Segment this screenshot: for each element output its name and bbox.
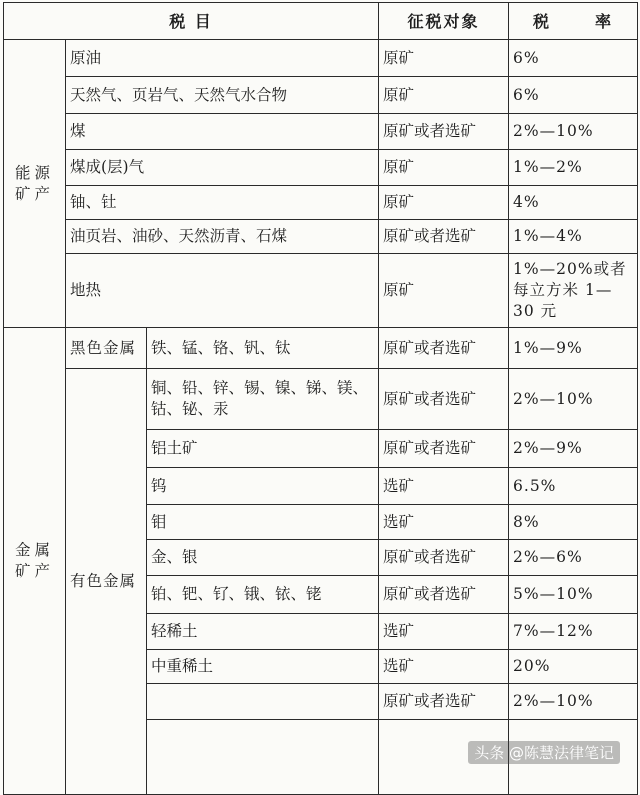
tax-rate: 1%—9% bbox=[509, 328, 638, 369]
tax-object: 原矿或者选矿 bbox=[379, 430, 509, 468]
tax-item: 天然气、页岩气、天然气水合物 bbox=[66, 77, 379, 114]
tax-object: 原矿或者选矿 bbox=[379, 540, 509, 576]
tax-object: 选矿 bbox=[379, 650, 509, 684]
header-tax-item: 税 目 bbox=[4, 3, 379, 40]
tax-rate: 20% bbox=[509, 650, 638, 684]
tax-rate: 8% bbox=[509, 505, 638, 540]
tax-item-line: 钴、铋、汞 bbox=[151, 400, 229, 418]
tax-item: 铝土矿 bbox=[147, 430, 379, 468]
tax-item bbox=[147, 369, 379, 430]
tax-object: 原矿 bbox=[379, 254, 509, 328]
category-energy-label-1: 能源 bbox=[14, 163, 54, 182]
resource-tax-table bbox=[3, 2, 638, 795]
tax-object: 原矿 bbox=[379, 150, 509, 186]
tax-object: 原矿或者选矿 bbox=[379, 684, 509, 720]
tax-rate: 2%—10% bbox=[509, 684, 638, 720]
tax-rate: 2%—10% bbox=[509, 114, 638, 150]
category-energy-minerals bbox=[4, 40, 66, 328]
table-row bbox=[4, 114, 638, 150]
table-row bbox=[4, 150, 638, 186]
subcategory-nonferrous-metals: 有色金属 bbox=[66, 369, 147, 795]
tax-object: 原矿或者选矿 bbox=[379, 114, 509, 150]
tax-item: 中重稀土 bbox=[147, 650, 379, 684]
tax-object: 原矿 bbox=[379, 77, 509, 114]
subcategory-ferrous-metals: 黑色金属 bbox=[66, 328, 147, 369]
tax-rate-line: 30 元 bbox=[513, 302, 558, 320]
tax-object: 选矿 bbox=[379, 505, 509, 540]
tax-object: 原矿 bbox=[379, 186, 509, 220]
source-watermark: 头条 @陈慧法律笔记 bbox=[468, 741, 620, 764]
category-metal-label-1: 金属 bbox=[14, 541, 54, 559]
tax-item: 铂、钯、钌、锇、铱、铑 bbox=[147, 576, 379, 614]
tax-item: 煤 bbox=[66, 114, 379, 150]
table-row bbox=[4, 254, 638, 328]
category-metal-label-2: 矿产 bbox=[14, 562, 54, 580]
tax-item: 轻稀土 bbox=[147, 614, 379, 650]
category-energy-label-2: 矿产 bbox=[14, 184, 54, 203]
table-row bbox=[4, 77, 638, 114]
table-row bbox=[4, 220, 638, 254]
tax-item: 原油 bbox=[66, 40, 379, 77]
category-metal-minerals bbox=[4, 328, 66, 795]
tax-rate: 1%—2% bbox=[509, 150, 638, 186]
tax-rate: 2%—9% bbox=[509, 430, 638, 468]
header-tax-rate bbox=[509, 3, 638, 40]
tax-rate: 2%—10% bbox=[509, 369, 638, 430]
tax-item: 地热 bbox=[66, 254, 379, 328]
tax-object: 原矿或者选矿 bbox=[379, 369, 509, 430]
table-header-row bbox=[4, 3, 638, 40]
table-row bbox=[4, 328, 638, 369]
tax-item bbox=[147, 720, 379, 795]
tax-object: 原矿或者选矿 bbox=[379, 220, 509, 254]
tax-item: 铁、锰、铬、钒、钛 bbox=[147, 328, 379, 369]
tax-rate: 7%—12% bbox=[509, 614, 638, 650]
header-rate-char-1: 税 bbox=[533, 11, 552, 31]
tax-item: 铀、钍 bbox=[66, 186, 379, 220]
tax-item bbox=[147, 684, 379, 720]
tax-rate: 4% bbox=[509, 186, 638, 220]
tax-object: 原矿或者选矿 bbox=[379, 328, 509, 369]
tax-item: 金、银 bbox=[147, 540, 379, 576]
tax-object: 原矿或者选矿 bbox=[379, 576, 509, 614]
tax-rate: 6% bbox=[509, 77, 638, 114]
header-rate-char-2: 率 bbox=[595, 11, 614, 31]
tax-rate: 5%—10% bbox=[509, 576, 638, 614]
tax-rate: 2%—6% bbox=[509, 540, 638, 576]
tax-rate: 1%—4% bbox=[509, 220, 638, 254]
tax-rate-line: 每立方米 1— bbox=[513, 281, 613, 299]
table-row bbox=[4, 186, 638, 220]
tax-item: 钨 bbox=[147, 468, 379, 505]
tax-item: 煤成(层)气 bbox=[66, 150, 379, 186]
tax-item: 钼 bbox=[147, 505, 379, 540]
tax-item: 油页岩、油砂、天然沥青、石煤 bbox=[66, 220, 379, 254]
tax-item-line: 铜、铅、锌、锡、镍、锑、镁、 bbox=[151, 379, 369, 397]
tax-rate-line: 1%—20%或者 bbox=[513, 260, 627, 278]
header-tax-object: 征税对象 bbox=[379, 3, 509, 40]
tax-object: 原矿 bbox=[379, 40, 509, 77]
table-row bbox=[4, 369, 638, 430]
tax-rate: 6% bbox=[509, 40, 638, 77]
tax-object: 选矿 bbox=[379, 614, 509, 650]
table-row bbox=[4, 40, 638, 77]
tax-rate: 6.5% bbox=[509, 468, 638, 505]
tax-rate bbox=[509, 254, 638, 328]
tax-object: 选矿 bbox=[379, 468, 509, 505]
